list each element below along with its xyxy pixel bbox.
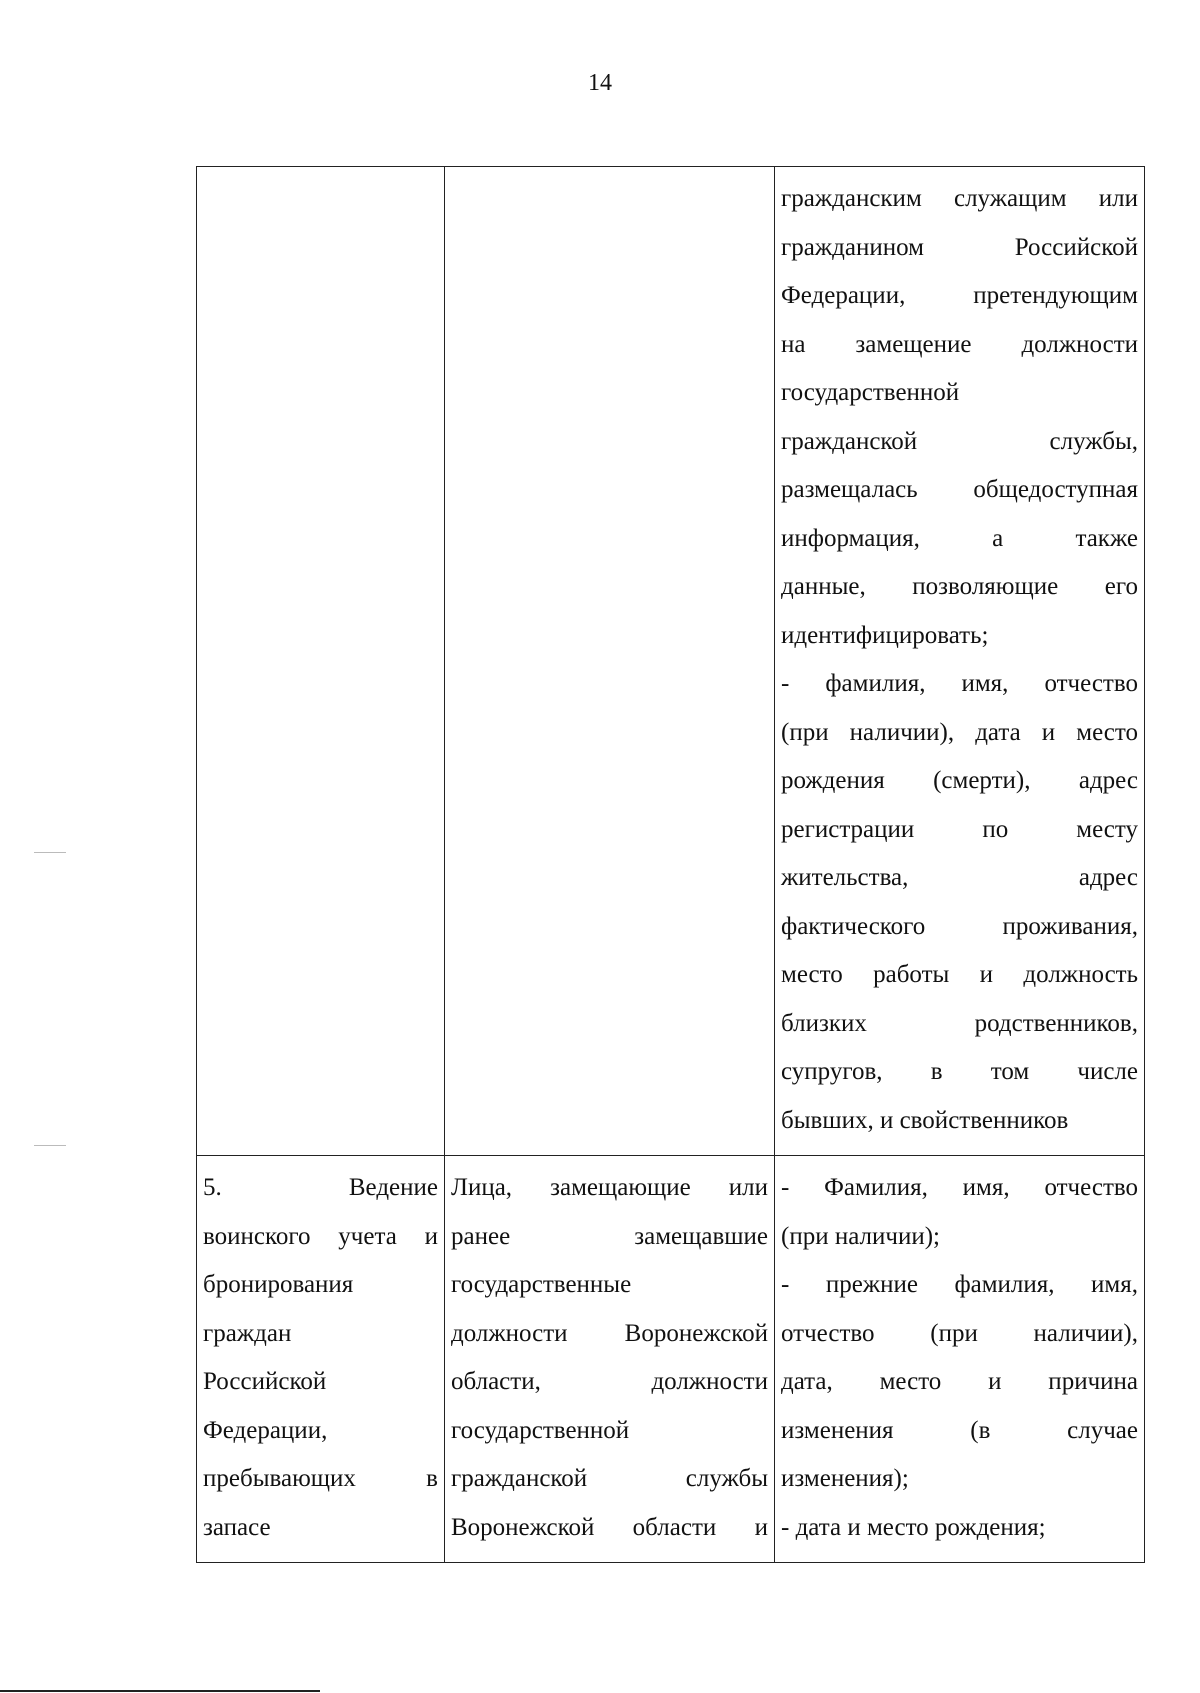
cell-line: Федерации, претендующим [781,282,1138,309]
cell-line: Российской [203,1368,327,1395]
cell-line: 5. Ведение [203,1174,438,1201]
cell-data-list [775,167,1145,1156]
cell-line: государственные [451,1271,632,1298]
data-table [196,166,1145,1563]
cell-line: государственной [451,1416,630,1444]
cell-data-list [775,1156,1145,1563]
cell-line: бывших, и свойственников [781,1106,1069,1134]
table-row [197,167,1145,1156]
margin-mark [34,1145,66,1146]
cell-line: дата, место и причина [781,1368,1138,1395]
cell-line: граждан [203,1319,292,1347]
cell-line: бронирования [203,1271,354,1298]
cell-line: информация, а также [781,524,1138,552]
cell-line: - Фамилия, имя, отчество [781,1174,1138,1201]
cell-line: на замещение должности [781,330,1138,358]
cell-line: государственной [781,379,960,406]
cell-line: Воронежской области и [451,1513,768,1541]
cell-line: (при наличии); [781,1222,940,1250]
cell-line: гражданской службы [451,1465,768,1492]
cell-purpose [197,1156,445,1563]
cell-line: - фамилия, имя, отчество [781,670,1138,697]
cell-line: ранее замещавшие [451,1222,768,1250]
cell-line: гражданином Российской [781,233,1138,261]
cell-line: воинского учета и [203,1222,438,1250]
cell-line: данные, позволяющие его [781,573,1138,600]
cell-line: - прежние фамилия, имя, [781,1271,1138,1298]
cell-line: гражданским служащим или [781,185,1138,212]
cell-line: - дата и место рождения; [781,1513,1046,1541]
table-row [197,1156,1145,1563]
cell-line: Лица, замещающие или [451,1174,768,1201]
cell-line: место работы и должность [781,961,1138,988]
cell-line: должности Воронежской [451,1319,768,1347]
cell-line: гражданской службы, [781,427,1138,455]
cell-line: области, должности [451,1368,768,1395]
page-number: 14 [588,70,612,96]
cell-line: рождения (смерти), адрес [781,767,1138,794]
cell-line: отчество (при наличии), [781,1319,1138,1347]
cell-line: пребывающих в [203,1465,438,1492]
cell-line: изменения); [781,1465,909,1492]
cell-line: регистрации по месту [781,815,1138,843]
cell-line: близких родственников, [781,1009,1138,1037]
cell-line: изменения (в случае [781,1416,1138,1444]
cell-subjects [445,167,775,1156]
cell-line: запасе [203,1513,271,1541]
cell-line: размещалась общедоступная [781,476,1138,503]
cell-subjects [445,1156,775,1563]
cell-line: Федерации, [203,1416,328,1444]
cell-line: (при наличии), дата и место [781,718,1138,746]
margin-mark [34,852,66,853]
cell-line: супругов, в том числе [781,1058,1138,1085]
cell-line: идентифицировать; [781,621,989,649]
cell-purpose [197,167,445,1156]
cell-line: фактического проживания, [781,912,1138,940]
footnote-rule [0,1690,320,1692]
cell-line: жительства, адрес [781,864,1138,891]
